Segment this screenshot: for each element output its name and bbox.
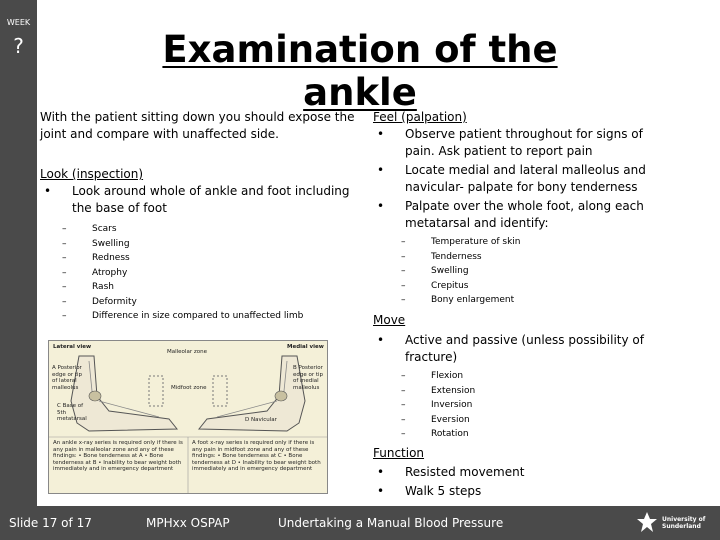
look-list	[62, 222, 358, 324]
university-logo	[632, 510, 712, 538]
slide-topic: Undertaking a Manual Blood Pressure	[278, 516, 504, 530]
list-item: – Inversion	[401, 400, 473, 410]
slide-footer	[0, 506, 720, 540]
slide-title: Examination of the ankle	[162, 28, 558, 114]
list-item: – Tenderness	[401, 251, 482, 262]
function-section	[373, 445, 673, 500]
list-item: – Temperature of skin	[401, 237, 521, 247]
list-item: – Bony enlargement	[401, 295, 515, 305]
week-label: WEEK	[6, 18, 31, 27]
label-c: C Base of 5th metatarsal	[57, 403, 87, 422]
move-heading: Move	[373, 313, 406, 327]
list-item: – Eversion	[401, 414, 470, 425]
university-crest-icon	[636, 511, 658, 537]
list-item: – Deformity	[62, 296, 137, 307]
slide-number: Slide 17 of 17	[9, 516, 92, 530]
course-code: MPHxx OSPAP	[146, 516, 230, 530]
move-bullet: • Active and passive (unless possibility of fracture)	[377, 333, 644, 364]
feel-bullet: • Palpate over the whole foot, along each metatarsal and identify:	[377, 199, 644, 230]
label-a: A Posterior edge or tip of lateral malleolus	[52, 365, 83, 391]
week-number: ?	[13, 34, 24, 58]
list-item: – Redness	[62, 253, 130, 263]
list-item: – Crepitus	[401, 280, 469, 291]
feel-list	[401, 235, 673, 308]
ankle-rules-figure	[48, 340, 328, 494]
week-sidebar	[0, 0, 37, 506]
feel-section	[373, 109, 673, 308]
list-item: – Swelling	[401, 266, 469, 276]
feel-heading: Feel (palpation)	[373, 110, 467, 124]
list-item: – Atrophy	[62, 267, 128, 278]
look-bullet: • Look around whole of ankle and foot including the base of foot	[44, 184, 350, 215]
function-bullet: • Resisted movement	[377, 465, 525, 479]
lateral-view-label: Lateral view	[53, 344, 92, 350]
list-item: – Difference in size compared to unaffected limb	[62, 311, 304, 321]
function-bullet: • Walk 5 steps	[377, 484, 482, 498]
feel-bullet: • Locate medial and lateral malleolus and navicular- palpate for bony tenderness	[377, 163, 646, 194]
list-item: – Swelling	[62, 238, 130, 249]
intro-text: With the patient sitting down you should expose the joint and compare with unaffected side.	[40, 110, 355, 141]
ankle-xray-note: An ankle x-ray series is required only if there is any pain in malleolar zone and any of these findings: • Bone tenderness at A • Bone tenderness at B • Inability to bear weight both immediately and in emergency department	[53, 440, 183, 472]
function-heading: Function	[373, 446, 425, 460]
list-item: – Flexion	[401, 371, 464, 381]
medial-view-label: Medial view	[287, 344, 324, 350]
move-section	[373, 312, 693, 442]
look-section	[40, 166, 358, 324]
midfoot-zone-label: Midfoot zone	[171, 385, 207, 391]
malleolar-zone-label: Malleolar zone	[167, 349, 207, 355]
foot-xray-note: A foot x-ray series is required only if there is any pain in midfoot zone and any of these findings: • Bone tenderness at C • Bone tenderness at D • Inability to bear weight both immediately and in emergency department	[192, 440, 321, 472]
list-item: – Rash	[62, 282, 114, 292]
list-item: – Extension	[401, 385, 476, 396]
look-heading: Look (inspection)	[40, 167, 144, 181]
label-d: D Navicular	[245, 417, 277, 423]
list-item: – Rotation	[401, 429, 469, 439]
feel-bullet: • Observe patient throughout for signs of pain. Ask patient to report pain	[377, 127, 643, 158]
label-b: B Posterior edge or tip of medial malleolus	[293, 365, 324, 391]
university-name: University of Sunderland	[662, 516, 706, 530]
list-item: – Scars	[62, 224, 117, 234]
move-list	[401, 369, 693, 442]
